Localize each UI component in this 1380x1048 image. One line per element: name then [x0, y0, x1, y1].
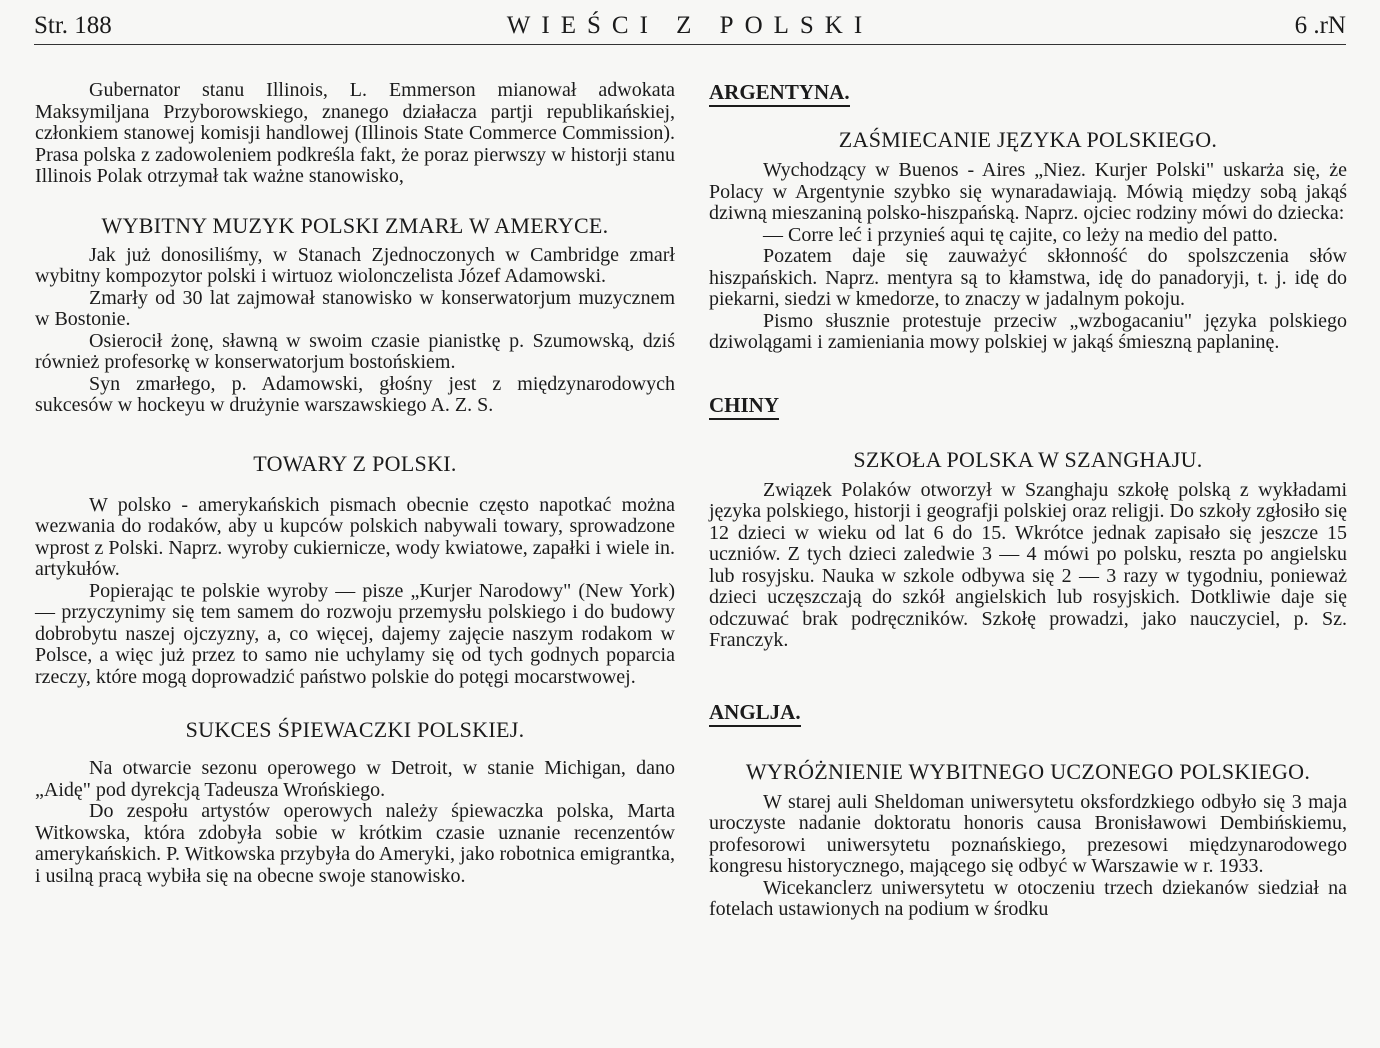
article-paragraph: Pozatem daje się zauważyć skłonność do spolszczenia słów hiszpańskich. Naprz. mentyra są to kłamstwa, idę do panadoryji, t. j. idę do piekarni, siedzi w kmedorze, to znaczy w jadalnym pokoju. [709, 245, 1347, 310]
article-paragraph: Wicekanclerz uniwersytetu w otoczeniu trzech dziekanów siedział na fotelach ustawionych na podium w środku [709, 876, 1347, 920]
article-paragraph: Osierocił żonę, sławną w swoim czasie pianistkę p. Szumowską, dziś również profesorkę w konserwatorjum bostońskiem. [35, 329, 675, 373]
article-paragraph: Jak już donosiliśmy, w Stanach Zjednoczonych w Cambridge zmarł wybitny kompozytor polski i wirtuoz wiolonczelista Józef Adamowski. [35, 243, 675, 287]
article-title: WYRÓŻNIENIE WYBITNEGO UCZONEGO POLSKIEGO. [745, 758, 1311, 784]
journal-title: WIEŚCI Z POLSKI [506, 12, 874, 39]
left-column [35, 80, 675, 887]
article-paragraph: Zmarły od 30 lat zajmował stanowisko w konserwatorjum muzycznem w Bostonie. [35, 286, 675, 330]
article-title: SZKOŁA POLSKA W SZANGHAJU. [853, 446, 1203, 472]
article-paragraph: Popierając te polskie wyroby — pisze „Kurjer Narodowy" (New York) — przyczynimy się tem samem do rozwoju przemysłu polskiego i do budowy dobrobytu naszej ojczyzny, a, co więcej, dajemy zajęcie naszym rodakom w Polsce, a więc już przez to samo nie uchylamy się od tych godnych poparcia rzeczy, które mogą doprowadzić państwo polskie do potęgi mocarstwowej. [35, 579, 675, 688]
running-header [0, 12, 1380, 44]
page-number: Str. 188 [34, 12, 112, 39]
article-title: WYBITNY MUZYK POLSKI ZMARŁ W AMERYCE. [101, 212, 609, 238]
article-paragraph: Na otwarcie sezonu operowego w Detroit, w stanie Michigan, dano „Aidę" pod dyrekcją Tadeusza Wrońskiego. [35, 757, 675, 801]
article-paragraph: Do zespołu artystów operowych należy śpiewaczka polska, Marta Witkowska, która zdobyła sobie w krótkim czasie uznanie recenzentów amerykańskich. P. Witkowska przybyła do Ameryki, jako robotnica emigrantka, i usilną pracą wybiła się na obecne swoje stanowisko. [35, 800, 675, 887]
intro-paragraph: Gubernator stanu Illinois, L. Emmerson mianował adwokata Maksymiljana Przyborowskiego, znanego działacza partji republikańskiej, członkiem stanowej komisji handlowej (Illinois State Commerce Commission). Prasa polska z zadowoleniem podkreśla fakt, że poraz pierwszy w historji stanu Illinois Polak otrzymał tak ważne stanowisko, [35, 79, 675, 187]
article-paragraph: Wychodzący w Buenos - Aires „Niez. Kurjer Polski" uskarża się, że Polacy w Argentynie szybko się wynaradawiają. Mówią między sobą jakąś dziwną mieszaniną polsko-hiszpańską. Naprz. ojciec rodziny mówi do dziecka: [709, 159, 1347, 224]
article-title: ZAŚMIECANIE JĘZYKA POLSKIEGO. [838, 127, 1218, 152]
article-paragraph: W polsko - amerykańskich pismach obecnie często napotkać można wezwania do rodaków, aby u kupców polskich nabywali towary, sprowadzone wprost z Polski. Naprz. wyroby cukiernicze, wody kwiatowe, zapałki i wiele in. artykułów. [35, 493, 675, 580]
country-heading: CHINY [709, 393, 779, 420]
article-paragraph: Syn zmarłego, p. Adamowski, głośny jest z międzynarodowych sukcesów w hockeyu w drużynie warszawskiego A. Z. S. [35, 372, 675, 416]
article-title: TOWARY Z POLSKI. [253, 450, 457, 476]
article-paragraph: Związek Polaków otworzył w Szanghaju szkołę polską z wykładami języka polskiego, historji i geografji polskiej oraz religji. Do szkoły zgłosiło się 12 dzieci w wieku od lat 6 do 15. Wkrótce jednak zapisało się jeszcze 15 uczniów. Z tych dzieci zaledwie 3 — 4 mówi po polsku, reszta po angielsku lub rosyjsku. Nauka w szkole odbywa się 2 — 3 razy w tygodniu, ponieważ dzieci uczęszczają do szkół angielskich lub rosyjskich. Dotkliwie daje się odczuwać brak podręczników. Szkołę prowadzi, jako nauczyciel, p. Sz. Franczyk. [709, 478, 1347, 651]
article-paragraph: Pismo słusznie protestuje przeciw „wzbogacaniu" języka polskiego dziwolągami i zamieniania mowy polskiej w jakąś śmieszną paplaninę. [709, 309, 1347, 353]
article-paragraph: W starej auli Sheldoman uniwersytetu oksfordzkiego odbyło się 3 maja uroczyste nadanie doktoratu honoris causa Bronisławowi Dembińskiemu, profesorowi uniwersytetu poznańskiego, prezesowi międzynarodowego kongresu historycznego, mającego się odbyć w Warszawie w r. 1933. [709, 790, 1347, 877]
article-paragraph: — Corre leć i przynieś aqui tę cajite, co leży na medio del patto. [763, 223, 1278, 246]
country-heading: ANGLJA. [709, 700, 801, 727]
issue-number: 6 .rN [1294, 12, 1346, 39]
right-column [709, 80, 1347, 921]
country-heading: ARGENTYNA. [709, 80, 850, 107]
article-title: SUKCES ŚPIEWACZKI POLSKIEJ. [185, 717, 525, 742]
header-rule [34, 44, 1346, 45]
